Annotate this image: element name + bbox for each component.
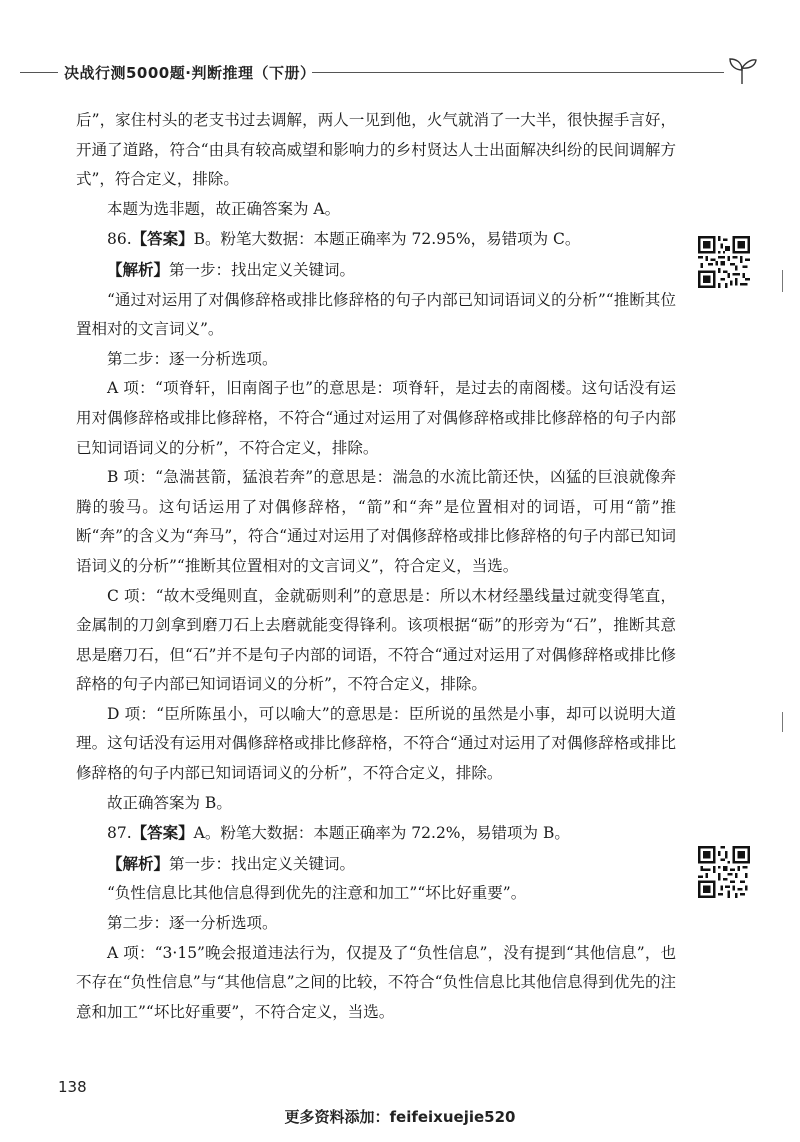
page-number: 138 [58,1078,87,1096]
paragraph: 第二步：逐一分析选项。 [107,349,278,368]
paragraph: 本题为选非题，故正确答案为 A。 [107,199,341,218]
header-title: 决战行测5000题·判断推理（下册） [64,64,316,82]
question-number: 87. [107,824,132,843]
paragraph: “负性信息比其他信息得到优先的注意和加工”“坏比好重要”。 [107,884,527,903]
analysis-text: 第一步：找出定义关键词。 [169,260,356,279]
paragraph: D 项：“臣所陈虽小，可以喻大”的意思是：臣所说的虽然是小事，却可以说明大道理。这句话没有运用对偶修辞格或排比修辞格，不符合“通过对运用了对偶修辞格或排比修辞格的句子内部已知词语词义的分析”，不符合定义，排除。 [76,704,676,783]
answer-text: B。粉笔大数据：本题正确率为 72.95%，易错项为 C。 [193,230,581,249]
header-rule-left [20,72,58,73]
paragraph: 故正确答案为 B。 [107,793,232,812]
paragraph: 第二步：逐一分析选项。 [107,914,278,933]
analysis-86 [76,255,676,286]
analysis-tag: 【解析】 [107,259,170,279]
paragraph: C 项：“故木受绳则直，金就砺则利”的意思是：所以木材经墨线量过就变得笔直，金属制的刀剑拿到磨刀石上去磨就能变得锋利。该项根据“砺”的形旁为“石”，推断其意思是磨刀石，但“石”并不是句子内部的词语，不符合“通过对运用了对偶修辞格或排比修辞格的句子内部已知词语词义的分析”，不符合定义，排除。 [76,586,676,694]
paragraph: B 项：“急湍甚箭，猛浪若奔”的意思是：湍急的水流比箭还快，凶猛的巨浪就像奔腾的骏马。这句话运用了对偶修辞格，“箭”和“奔”是位置相对的词语，可用“箭”推断“奔”的含义为“奔马”，符合“通过对运用了对偶修辞格或排比修辞格的句子内部已知词语词义的分析”“推断其位置相对的文言词义”，符合定义，当选。 [76,468,677,575]
qr-code-icon [698,846,750,898]
analysis-87 [76,849,676,880]
scan-mark [782,270,783,292]
paragraph: 后”，家住村头的老支书过去调解，两人一见到他，火气就消了一大半，很快握手言好，开通了道路，符合“由具有较高威望和影响力的乡村贤达人士出面解决纠纷的民间调解方式”，符合定义，排除。 [76,111,676,189]
footer-note: 更多资料添加：feifeixuejie520 [284,1108,516,1126]
paragraph: A 项：“3·15”晚会报道违法行为，仅提及了“负性信息”，没有提到“其他信息”，也不存在“负性信息”与“其他信息”之间的比较，不符合“负性信息比其他信息得到优先的注意和加工”“坏比好重要”，不符合定义，当选。 [76,943,676,1021]
paragraph: A 项：“项脊轩，旧南阁子也”的意思是：项脊轩，是过去的南阁楼。这句话没有运用对偶修辞格或排比修辞格，不符合“通过对运用了对偶修辞格或排比修辞格的句子内部已知词语词义的分析”，不符合定义，排除。 [76,379,676,457]
answer-86 [76,224,676,255]
page-body [76,106,676,1027]
header-rule-right [312,72,724,73]
qr-code-icon [698,236,750,288]
running-header [0,58,800,88]
answer-87 [76,818,676,849]
analysis-tag: 【解析】 [107,853,170,873]
analysis-text: 第一步：找出定义关键词。 [169,854,356,873]
paragraph: “通过对运用了对偶修辞格或排比修辞格的句子内部已知词语词义的分析”“推断其位置相对的文言词义”。 [76,290,676,339]
answer-tag: 【答案】 [131,229,194,249]
sprout-icon [724,50,760,86]
scan-mark [782,712,783,732]
question-number: 86. [107,230,132,249]
answer-text: A。粉笔大数据：本题正确率为 72.2%，易错项为 B。 [193,824,570,843]
answer-tag: 【答案】 [131,823,194,843]
